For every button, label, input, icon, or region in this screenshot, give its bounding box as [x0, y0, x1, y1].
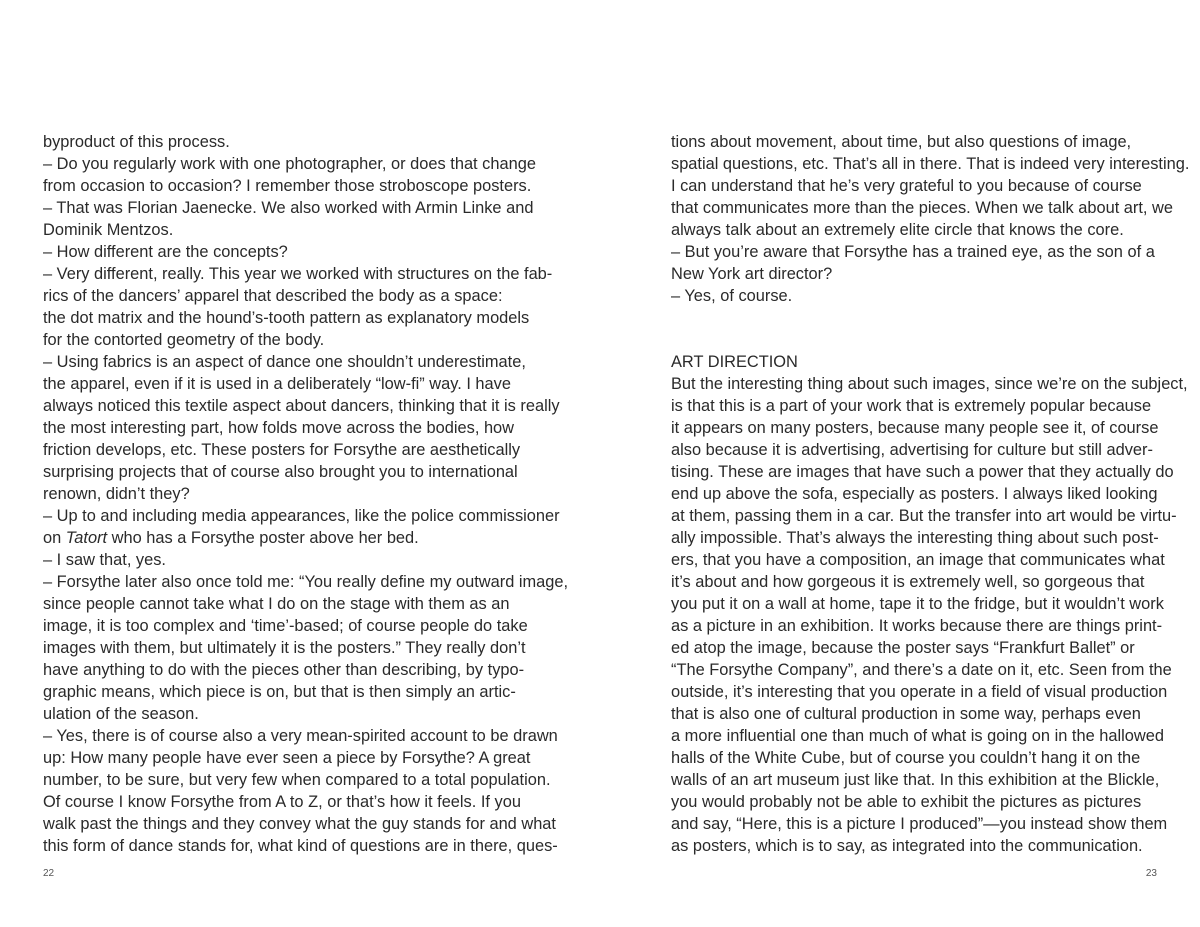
left-page-number: 22: [43, 868, 55, 879]
text-line: ulation of the season.: [43, 705, 199, 723]
text-line: walls of an art museum just like that. In this exhibition at the Blickle,: [671, 771, 1160, 789]
right-page-section-body: [671, 373, 1188, 857]
text-line: byproduct of this process.: [43, 133, 230, 151]
text-line: – Up to and including media appearances, like the police commissioner: [43, 507, 560, 525]
text-line: end up above the sofa, especially as posters. I always liked looking: [671, 485, 1158, 503]
text-line: New York art director?: [671, 265, 833, 283]
text-line: graphic means, which piece is on, but that is then simply an artic-: [43, 683, 516, 701]
text-line: that is also one of cultural production in some way, perhaps even: [671, 705, 1141, 723]
text-line: – Do you regularly work with one photographer, or does that change: [43, 155, 536, 173]
text-line: the dot matrix and the hound’s-tooth pattern as explanatory models: [43, 309, 530, 327]
text-line: you put it on a wall at home, tape it to the fridge, but it wouldn’t work: [671, 595, 1164, 613]
text-line: from occasion to occasion? I remember those stroboscope posters.: [43, 177, 532, 195]
section-spacer: [671, 329, 1171, 351]
text-line: renown, didn’t they?: [43, 485, 190, 503]
text-line: ally impossible. That’s always the interesting thing about such post-: [671, 529, 1159, 547]
text-line: – But you’re aware that Forsythe has a trained eye, as the son of a: [671, 243, 1155, 261]
right-page-text: [671, 131, 1190, 857]
text-line: images with them, but ultimately it is the posters.” They really don’t: [43, 639, 526, 657]
text-line: Of course I know Forsythe from A to Z, or that’s how it feels. If you: [43, 793, 521, 811]
text-line: tising. These are images that have such a power that they actually do: [671, 463, 1174, 481]
italic-title: Tatort: [65, 529, 108, 547]
left-page-text: [43, 131, 569, 857]
text-line: rics of the dancers’ apparel that described the body as a space:: [43, 287, 503, 305]
section-heading: ART DIRECTION: [671, 353, 798, 371]
text-line: walk past the things and they convey what the guy stands for and what: [43, 815, 556, 833]
text-line: always talk about an extremely elite circle that knows the core.: [671, 221, 1124, 239]
text-line: – How different are the concepts?: [43, 243, 288, 261]
text-line: also because it is advertising, advertising for culture but still adver-: [671, 441, 1153, 459]
text-line: since people cannot take what I do on the stage with them as an: [43, 595, 510, 613]
text-line: up: How many people have ever seen a piece by Forsythe? A great: [43, 749, 531, 767]
text-run: who has a Forsythe poster above her bed.: [107, 529, 419, 547]
right-page-intro: [671, 131, 1190, 307]
text-line: it appears on many posters, because many people see it, of course: [671, 419, 1159, 437]
text-line: – Very different, really. This year we worked with structures on the fab-: [43, 265, 553, 283]
text-line: halls of the White Cube, but of course you couldn’t hang it on the: [671, 749, 1141, 767]
text-line: Dominik Mentzos.: [43, 221, 174, 239]
text-line: image, it is too complex and ‘time’-based; of course people do take: [43, 617, 528, 635]
text-line: for the contorted geometry of the body.: [43, 331, 325, 349]
text-line: friction develops, etc. These posters for Forsythe are aesthetically: [43, 441, 521, 459]
text-line: a more influential one than much of what is going on in the hallowed: [671, 727, 1164, 745]
text-line: and say, “Here, this is a picture I produced”—you instead show them: [671, 815, 1168, 833]
text-line: always noticed this textile aspect about dancers, thinking that it is really: [43, 397, 560, 415]
text-line: at them, passing them in a car. But the transfer into art would be virtu-: [671, 507, 1177, 525]
text-line: – Yes, there is of course also a very mean-spirited account to be drawn: [43, 727, 558, 745]
text-line: But the interesting thing about such images, since we’re on the subject,: [671, 375, 1188, 393]
text-line: tions about movement, about time, but also questions of image,: [671, 133, 1132, 151]
text-line: as posters, which is to say, as integrated into the communication.: [671, 837, 1143, 855]
text-line: – Yes, of course.: [671, 287, 793, 305]
text-line: have anything to do with the pieces other than describing, by typo-: [43, 661, 525, 679]
text-line: ed atop the image, because the poster says “Frankfurt Ballet” or: [671, 639, 1135, 657]
text-line: this form of dance stands for, what kind of questions are in there, ques-: [43, 837, 558, 855]
text-line: is that this is a part of your work that is extremely popular because: [671, 397, 1152, 415]
text-line: spatial questions, etc. That’s all in there. That is indeed very interesting.: [671, 155, 1190, 173]
text-line: ers, that you have a composition, an image that communicates what: [671, 551, 1165, 569]
text-line: I can understand that he’s very grateful to you because of course: [671, 177, 1142, 195]
section-spacer: [671, 307, 1171, 329]
text-line: [43, 527, 543, 549]
text-line: the apparel, even if it is used in a deliberately “low-fi” way. I have: [43, 375, 511, 393]
text-line: that communicates more than the pieces. When we talk about art, we: [671, 199, 1173, 217]
text-line: – Forsythe later also once told me: “You really define my outward image,: [43, 573, 569, 591]
text-line: – I saw that, yes.: [43, 551, 166, 569]
text-line: outside, it’s interesting that you operate in a field of visual production: [671, 683, 1168, 701]
text-line: as a picture in an exhibition. It works because there are things print-: [671, 617, 1163, 635]
text-line: you would probably not be able to exhibit the pictures as pictures: [671, 793, 1142, 811]
text-line: number, to be sure, but very few when compared to a total population.: [43, 771, 551, 789]
text-run: on: [43, 529, 66, 547]
right-page-number: 23: [1145, 868, 1157, 879]
text-line: the most interesting part, how folds move across the bodies, how: [43, 419, 515, 437]
text-line: it’s about and how gorgeous it is extremely well, so gorgeous that: [671, 573, 1145, 591]
text-line: – Using fabrics is an aspect of dance one shouldn’t underestimate,: [43, 353, 526, 371]
text-line: “The Forsythe Company”, and there’s a date on it, etc. Seen from the: [671, 661, 1172, 679]
text-line: – That was Florian Jaenecke. We also worked with Armin Linke and: [43, 199, 534, 217]
text-line: surprising projects that of course also brought you to international: [43, 463, 518, 481]
